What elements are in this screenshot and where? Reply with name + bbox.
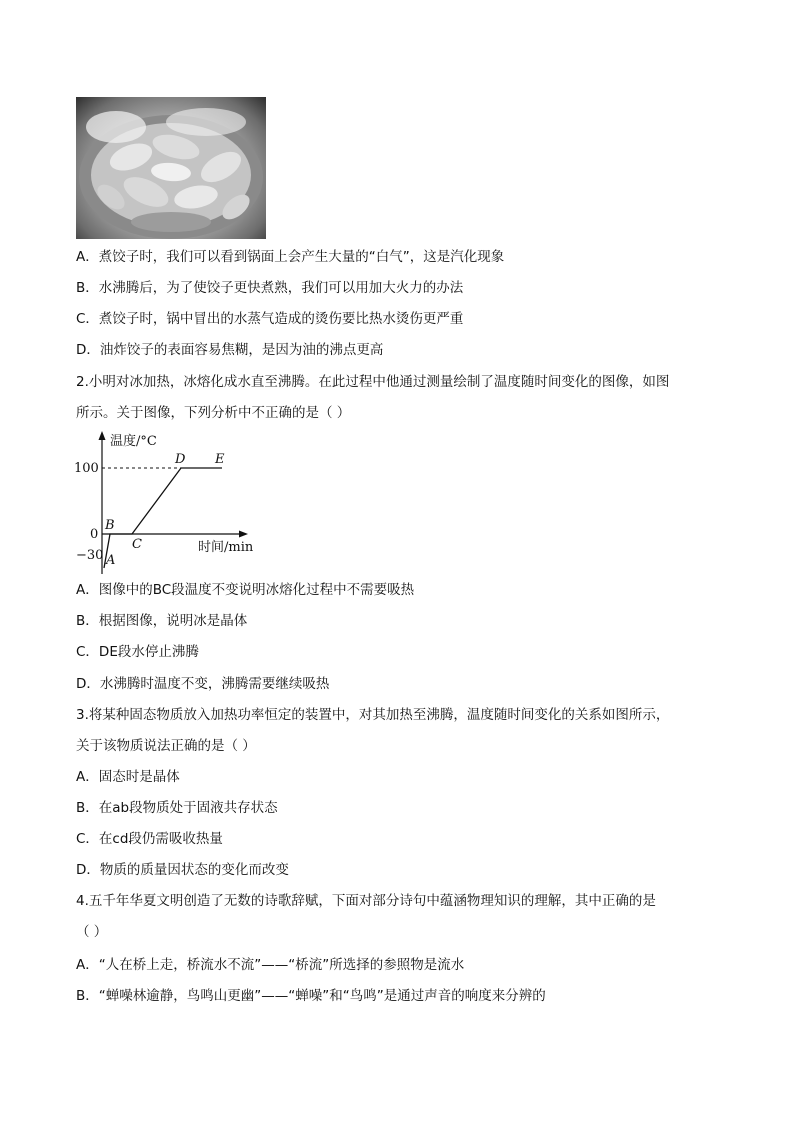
dumplings-photo xyxy=(76,97,266,239)
q1-option-b: B．水沸腾后，为了使饺子更快煮熟，我们可以用加大火力的办法 xyxy=(76,280,464,296)
q4-stem-line2: （ ） xyxy=(76,924,108,940)
q2-option-b: B．根据图像，说明冰是晶体 xyxy=(76,613,248,629)
y-axis-label: 温度/°C xyxy=(110,434,157,449)
q1-option-d: D．油炸饺子的表面容易焦糊，是因为油的沸点更高 xyxy=(76,342,384,358)
q2-stem-line1: 2.小明对冰加热，冰熔化成水直至沸腾。在此过程中他通过测量绘制了温度随时间变化的图像，如图 xyxy=(76,374,670,390)
q1-option-a: A．煮饺子时，我们可以看到锅面上会产生大量的“白气”，这是汽化现象 xyxy=(76,249,505,265)
q4-option-a: A．“人在桥上走，桥流水不流”——“桥流”所选择的参照物是流水 xyxy=(76,957,465,973)
point-b-label: B xyxy=(105,518,115,533)
q2-option-d: D．水沸腾时温度不变，沸腾需要继续吸热 xyxy=(76,676,330,692)
q2-option-a: A．图像中的BC段温度不变说明冰熔化过程中不需要吸热 xyxy=(76,582,415,598)
tick-neg30: −30 xyxy=(76,548,104,563)
y-axis-arrow-icon xyxy=(99,431,106,440)
x-axis-label: 时间/min xyxy=(198,540,254,555)
q3-stem-line1: 3.将某种固态物质放入加热功率恒定的装置中，对其加热至沸腾，温度随时间变化的关系如图所示， xyxy=(76,707,670,723)
q4-stem-line1: 4.五千年华夏文明创造了无数的诗歌辞赋，下面对部分诗句中蕴涵物理知识的理解，其中正确的是 xyxy=(76,893,656,909)
x-axis-arrow-icon xyxy=(239,531,248,538)
point-d-label: D xyxy=(175,452,186,467)
dumplings-illustration xyxy=(76,97,266,239)
q3-option-b: B．在ab段物质处于固液共存状态 xyxy=(76,800,278,816)
tick-100: 100 xyxy=(74,461,99,476)
q3-option-d: D．物质的质量因状态的变化而改变 xyxy=(76,862,289,878)
point-a-label: A xyxy=(106,553,116,568)
q4-option-b: B．“蝉噪林逾静，鸟鸣山更幽”——“蝉噪”和“鸟鸣”是通过声音的响度来分辨的 xyxy=(76,988,546,1004)
q3-stem-line2: 关于该物质说法正确的是（ ） xyxy=(76,738,256,754)
tick-0: 0 xyxy=(90,527,99,542)
q3-option-a: A．固态时是晶体 xyxy=(76,769,180,785)
point-e-label: E xyxy=(215,452,225,467)
temperature-time-graph xyxy=(74,428,274,578)
q3-option-c: C．在cd段仍需吸收热量 xyxy=(76,831,223,847)
q2-stem-line2: 所示。关于图像，下列分析中不正确的是（ ） xyxy=(76,405,351,421)
q2-option-c: C．DE段水停止沸腾 xyxy=(76,644,199,660)
q1-option-c: C．煮饺子时，锅中冒出的水蒸气造成的烫伤要比热水烫伤更严重 xyxy=(76,311,464,327)
point-c-label: C xyxy=(132,537,142,552)
